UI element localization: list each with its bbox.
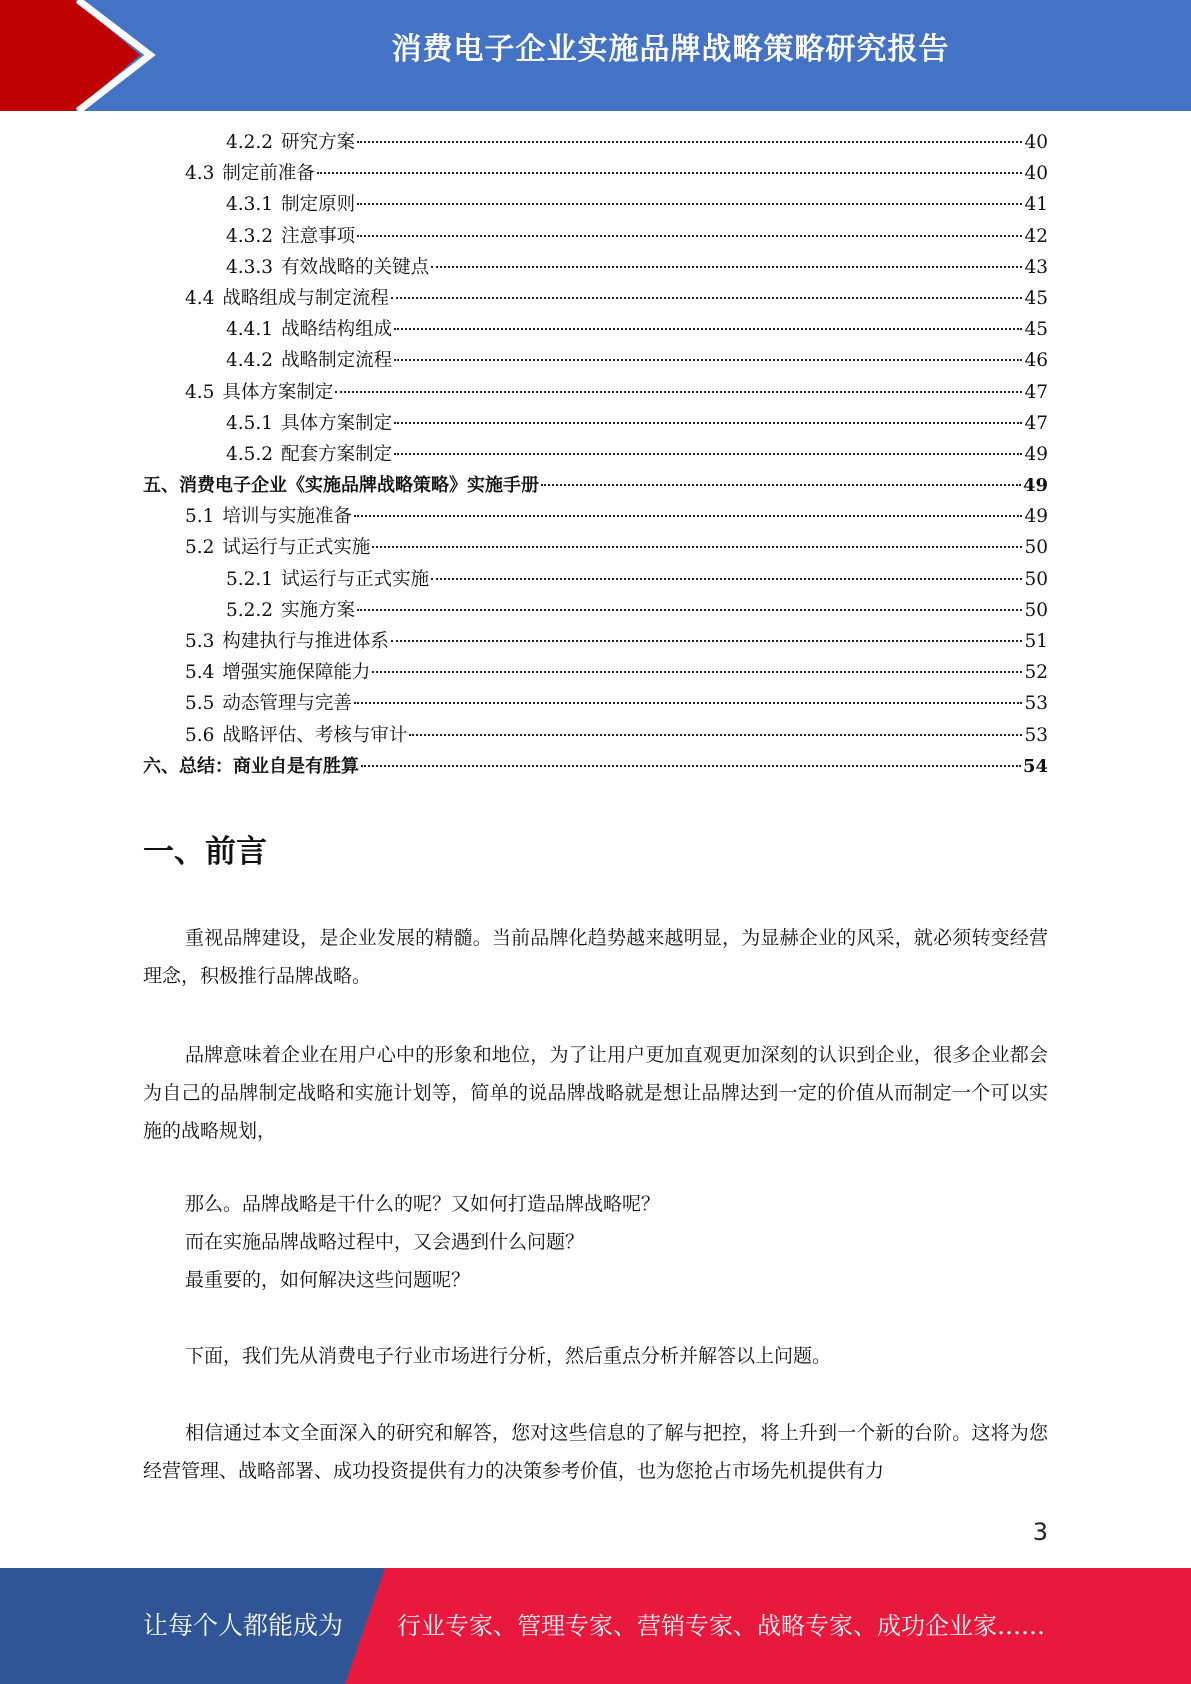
toc-title: 增强实施保障能力 <box>222 662 371 684</box>
toc-item[interactable] <box>143 658 1048 689</box>
toc-page: 51 <box>1024 631 1048 652</box>
toc-leader <box>431 578 1022 580</box>
toc-page: 49 <box>1024 506 1048 528</box>
toc-leader <box>394 422 1022 424</box>
toc-leader <box>394 328 1022 330</box>
toc-leader <box>357 141 1022 143</box>
toc-item[interactable] <box>143 502 1048 533</box>
toc-number: 4.3.1 <box>226 194 274 216</box>
toc-leader <box>391 640 1023 642</box>
paragraph-3: 下面，我们先从消费电子行业市场进行分析，然后重点分析并解答以上问题。 <box>185 1345 832 1367</box>
toc-title: 实施方案 <box>281 599 356 621</box>
toc-title: 战略制定流程 <box>281 350 393 372</box>
header-banner <box>0 0 1191 111</box>
toc-leader <box>372 546 1022 548</box>
toc-item[interactable] <box>143 346 1048 377</box>
toc-number: 4.4.2 <box>226 350 274 372</box>
toc-number: 4.5.2 <box>226 443 274 465</box>
toc-item[interactable] <box>143 190 1048 221</box>
toc-item[interactable] <box>143 689 1048 720</box>
footer-slogan-left: 让每个人都能成为 <box>143 1611 344 1640</box>
toc-title: 培训与实施准备 <box>222 506 352 528</box>
toc-page: 42 <box>1024 225 1048 247</box>
paragraph-4: 相信通过本文全面深入的研究和解答，您对这些信息的了解与把控，将上升到一个新的台阶。这将为您经营管理、战略部署、成功投资提供有力的决策参考价值，也为您抢占市场先机提供有力 <box>143 1422 1048 1482</box>
toc-page: 50 <box>1024 537 1048 559</box>
page-number: 3 <box>1032 1518 1048 1546</box>
footer-banner <box>0 1568 1191 1684</box>
toc-title: 配套方案制定 <box>281 443 393 465</box>
toc-page: 53 <box>1024 693 1048 715</box>
toc-page: 52 <box>1024 662 1048 684</box>
toc-leader <box>394 359 1022 361</box>
toc-page: 47 <box>1024 412 1048 434</box>
toc-title: 制定前准备 <box>222 163 315 185</box>
toc-title: 试运行与正式实施 <box>222 537 371 559</box>
toc-item[interactable] <box>143 315 1048 346</box>
toc-leader <box>357 235 1022 237</box>
toc-leader <box>357 203 1022 205</box>
toc-number: 4.4 <box>185 287 215 309</box>
toc-number: 4.3 <box>185 163 215 185</box>
toc-title: 战略评估、考核与审计 <box>222 724 408 746</box>
table-of-contents <box>143 128 1048 783</box>
toc-title: 研究方案 <box>281 132 356 153</box>
toc-page: 45 <box>1024 319 1048 341</box>
toc-leader <box>335 391 1022 393</box>
toc-item[interactable] <box>143 128 1048 159</box>
toc-number: 5.3 <box>185 631 215 652</box>
toc-leader <box>394 453 1022 455</box>
toc-number: 5.4 <box>185 662 215 684</box>
footer-slogan-right: 行业专家、管理专家、营销专家、战略专家、成功企业家…… <box>397 1612 1045 1640</box>
toc-title: 构建执行与推进体系 <box>222 631 389 652</box>
toc-page: 53 <box>1024 724 1048 746</box>
toc-leader <box>354 702 1023 704</box>
toc-number: 六、 <box>143 755 179 777</box>
toc-item[interactable] <box>143 253 1048 284</box>
toc-leader <box>391 297 1023 299</box>
toc-number: 4.4.1 <box>226 319 274 341</box>
paragraph-1: 重视品牌建设，是企业发展的精髓。当前品牌化趋势越来越明显，为显赫企业的风采，就必须转变经营理念，积极推行品牌战略。 <box>143 927 1048 987</box>
toc-title: 试运行与正式实施 <box>281 568 430 590</box>
question-2: 而在实施品牌战略过程中，又会遇到什么问题？ <box>185 1231 585 1253</box>
toc-page: 50 <box>1024 568 1048 590</box>
toc-page: 40 <box>1024 163 1048 185</box>
toc-item[interactable] <box>143 159 1048 190</box>
toc-page: 46 <box>1024 350 1048 372</box>
toc-item[interactable] <box>143 378 1048 409</box>
question-3: 最重要的，如何解决这些问题呢？ <box>185 1269 471 1291</box>
toc-leader <box>431 266 1022 268</box>
toc-leader <box>372 671 1022 673</box>
question-1: 那么。品牌战略是干什么的呢？又如何打造品牌战略呢？ <box>185 1193 661 1215</box>
toc-leader <box>409 734 1022 736</box>
toc-number: 5.6 <box>185 724 215 746</box>
toc-page: 40 <box>1024 132 1048 153</box>
toc-page: 43 <box>1024 256 1048 278</box>
toc-chapter[interactable] <box>143 752 1048 783</box>
toc-item[interactable] <box>143 565 1048 596</box>
toc-leader <box>541 484 1021 486</box>
toc-number: 4.3.3 <box>226 256 274 278</box>
toc-leader <box>357 609 1022 611</box>
toc-leader <box>317 172 1023 174</box>
toc-title: 战略组成与制定流程 <box>222 287 389 309</box>
toc-page: 54 <box>1022 755 1048 777</box>
toc-item[interactable] <box>143 596 1048 627</box>
toc-item[interactable] <box>143 627 1048 658</box>
toc-number: 5.2 <box>185 537 215 559</box>
toc-title: 战略结构组成 <box>281 319 393 341</box>
toc-page: 41 <box>1024 194 1048 216</box>
header-arrow-decoration <box>0 0 160 111</box>
toc-title: 有效战略的关键点 <box>281 256 430 278</box>
report-title: 消费电子企业实施品牌战略策略研究报告 <box>391 32 950 67</box>
toc-number: 5.1 <box>185 506 215 528</box>
toc-leader <box>354 515 1023 517</box>
toc-item[interactable] <box>143 222 1048 253</box>
toc-title: 消费电子企业《实施品牌战略策略》实施手册 <box>179 475 539 497</box>
toc-number: 4.3.2 <box>226 225 274 247</box>
toc-number: 4.5 <box>185 381 215 403</box>
toc-page: 45 <box>1024 287 1048 309</box>
toc-page: 47 <box>1024 381 1048 403</box>
toc-page: 49 <box>1024 443 1048 465</box>
toc-number: 5.2.1 <box>226 568 274 590</box>
toc-number: 4.2.2 <box>226 132 274 153</box>
toc-number: 5.5 <box>185 693 215 715</box>
toc-item[interactable] <box>143 440 1048 471</box>
paragraph-2: 品牌意味着企业在用户心中的形象和地位，为了让用户更加直观更加深刻的认识到企业，很多企业都会为自己的品牌制定战略和实施计划等，简单的说品牌战略就是想让品牌达到一定的价值从而制定一个可以实施的战略规划， <box>143 1044 1048 1142</box>
toc-number: 4.5.1 <box>226 412 274 434</box>
toc-number: 5.2.2 <box>226 599 274 621</box>
toc-title: 具体方案制定 <box>281 412 393 434</box>
toc-item[interactable] <box>143 533 1048 564</box>
toc-page: 50 <box>1024 599 1048 621</box>
toc-title: 总结：商业自是有胜算 <box>179 755 359 777</box>
toc-title: 动态管理与完善 <box>222 693 352 715</box>
toc-item[interactable] <box>143 409 1048 440</box>
toc-title: 注意事项 <box>281 225 356 247</box>
toc-item[interactable] <box>143 284 1048 315</box>
toc-number: 五、 <box>143 475 179 497</box>
toc-title: 制定原则 <box>281 194 356 216</box>
section-heading: 一、前言 <box>143 834 267 870</box>
toc-page: 49 <box>1022 475 1048 497</box>
toc-chapter[interactable] <box>143 471 1048 502</box>
toc-item[interactable] <box>143 721 1048 752</box>
toc-title: 具体方案制定 <box>222 381 334 403</box>
toc-leader <box>361 765 1021 767</box>
